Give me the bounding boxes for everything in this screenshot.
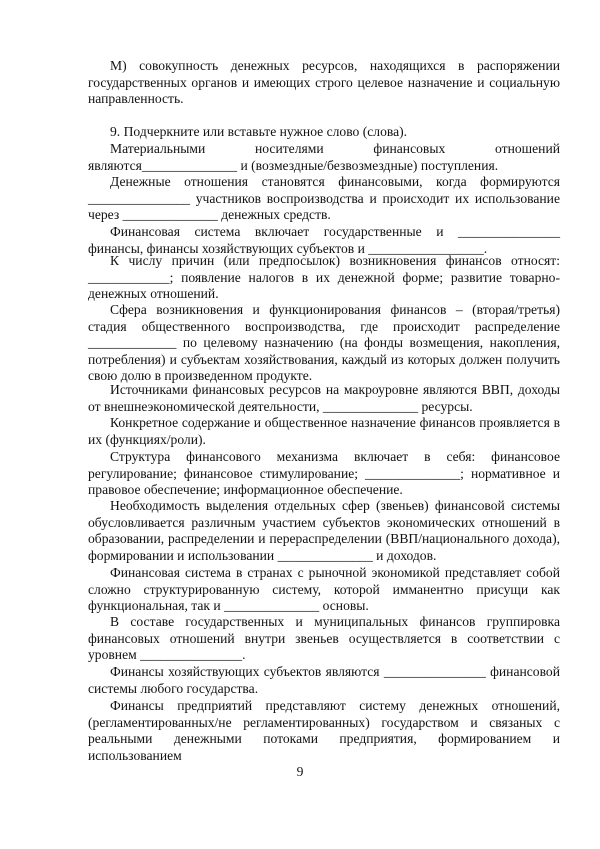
paragraph-business-entities: Финансы хозяйствующих субъектов являются _______________ финансовой системы любого государства.: [88, 664, 560, 696]
paragraph-sources: Источниками финансовых ресурсов на макроуровне являются ВВП, доходы от внешнеэкономической деятельности, ______________ ресурсы.: [88, 382, 560, 414]
paragraph-mechanism: Структура финансового механизма включает в себя: финансовое регулирование; финансовое стимулирование; ______________; нормативное и правовое обеспечение; информационное обеспечение.: [88, 449, 560, 497]
task-9-heading: 9. Подчеркните или вставьте нужное слово (слова).: [110, 124, 408, 139]
paragraph-financial-system: Финансовая система включает государственные и _______________ финансы, финансы хозяйствующих субъектов и _________________.: [88, 224, 560, 256]
paragraph-necessity: Необходимость выделения отдельных сфер (звеньев) финансовой системы обусловливается различным участием субъектов экономических отношений в образовании, распределении и перераспределении (ВВП/национального дохода), формировании и использовании ______________ и доходов.: [88, 498, 560, 563]
paragraph-monetary-relations: Денежные отношения становятся финансовыми, когда формируются _______________ участников воспроизводства и происходит их использование через ______________ денежных средств.: [88, 174, 560, 222]
paragraph-state-municipal: В составе государственных и муниципальных финансов группировка финансовых отношений внутри звеньев осуществляется в соответствии с уровнем _______________.: [88, 614, 560, 662]
page-number: 9: [296, 764, 304, 779]
paragraph-enterprises: Финансы предприятий представляют систему денежных отношений, (регламентированных/не регламентированных) государством и связаных с реальными денежными потоками предприятия, формированием и использованием: [88, 698, 560, 763]
paragraph-material-carriers: Материальными носителями финансовых отношений являются______________ и (возмездные/безвозмездные) поступления.: [88, 141, 560, 173]
paragraph-answer-m: М) совокупность денежных ресурсов, находящихся в распоряжении государственных органов и имеющих строго целевое назначение и социальную направленность.: [88, 58, 560, 106]
paragraph-sphere: Сфера возникновения и функционирования финансов – (вторая/третья) стадия общественного воспроизводства, где происходит распределение _____________ по целевому назначению (на фонды возмещения, накопления, потребления) и субъектам хозяйствования, каждый из которых должен получить свою долю в произведенном продукте.: [88, 302, 560, 383]
paragraph-market-economy: Финансовая система в странах с рыночной экономикой представляет собой сложно структурированную систему, которой имманентно присущи как функциональная, так и ______________ основы.: [88, 565, 560, 613]
paragraph-causes: К числу причин (или предпосылок) возникновения финансов относят: ____________; появление налогов в их денежной форме; развитие товарно-денежных отношений.: [88, 253, 560, 301]
paragraph-content: Конкретное содержание и общественное назначение финансов проявляется в их (функциях/роли).: [88, 415, 560, 447]
